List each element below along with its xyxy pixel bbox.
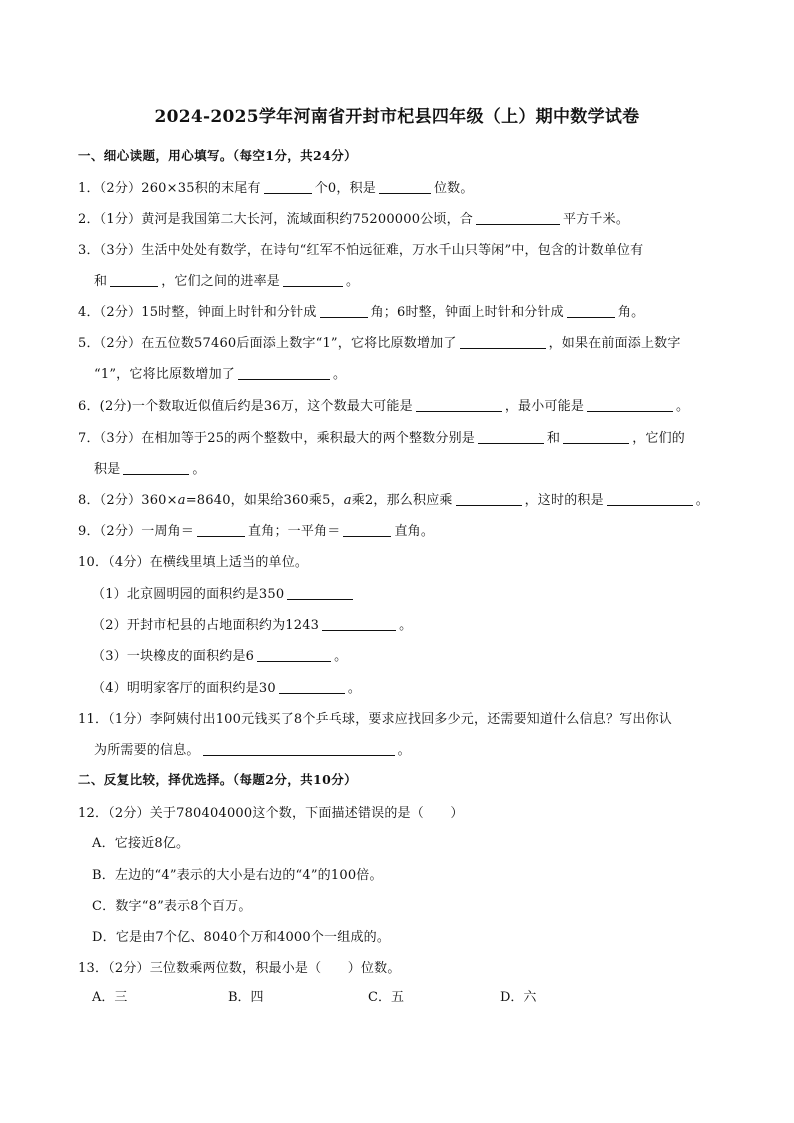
answer-blank[interactable]: [563, 430, 629, 444]
question-10-item-3: （3）一块橡皮的面积约是6 。: [92, 649, 348, 664]
exam-title: 2024-2025学年河南省开封市杞县四年级（上）期中数学试卷: [154, 107, 640, 127]
question-10: 10．（4分）在横线里填上适当的单位。: [78, 555, 309, 570]
answer-blank[interactable]: [478, 430, 544, 444]
question-10-item-4: （4）明明家客厅的面积约是30 。: [92, 681, 362, 696]
question-7-line-1: 7．（3分）在相加等于25的两个整数中，乘积最大的两个整数分别是 和 ，它们的: [78, 431, 685, 446]
question-11-line-2: 为所需要的信息。 。: [94, 743, 411, 758]
answer-blank[interactable]: [320, 304, 368, 318]
answer-blank[interactable]: [238, 366, 330, 380]
section-1-heading: 一、细心读题，用心填写。（每空1分，共24分）: [78, 148, 358, 163]
answer-blank[interactable]: [123, 461, 189, 475]
option-12-d[interactable]: D．它是由7个亿、8040个万和4000个一组成的。: [92, 930, 391, 945]
answer-blank[interactable]: [283, 273, 343, 287]
option-12-b[interactable]: B．左边的“4”表示的大小是右边的“4”的100倍。: [92, 868, 383, 883]
question-3-line-1: 3．（3分）生活中处处有数学，在诗句“红军不怕远征难，万水千山只等闲”中，包含的计数单位有: [78, 243, 644, 258]
answer-blank[interactable]: [416, 398, 502, 412]
option-13-b[interactable]: B．四: [228, 990, 264, 1005]
question-6: 6．(2分)一个数取近似值后约是36万，这个数最大可能是 ，最小可能是 。: [78, 399, 690, 414]
answer-blank[interactable]: [264, 180, 312, 194]
question-10-item-1: （1）北京圆明园的面积约是350: [92, 583, 732, 602]
answer-blank[interactable]: [567, 304, 615, 318]
answer-blank[interactable]: [607, 492, 693, 506]
question-2: 2．（1分）黄河是我国第二大长河，流域面积约75200000公顷，合 平方千米。: [78, 212, 630, 227]
answer-blank[interactable]: [343, 523, 391, 537]
option-13-a[interactable]: A．三: [92, 990, 128, 1005]
question-5-line-1: 5．（2分）在五位数57460后面添上数字“1”，它将比原数增加了 ，如果在前面添上数字: [78, 336, 681, 351]
answer-blank[interactable]: [197, 523, 245, 537]
question-3-line-2: 和 ，它们之间的进率是 。: [94, 274, 360, 289]
option-12-a[interactable]: A．它接近8亿。: [92, 836, 190, 851]
answer-blank[interactable]: [460, 335, 546, 349]
answer-blank[interactable]: [110, 273, 158, 287]
answer-blank[interactable]: [257, 648, 331, 662]
answer-blank[interactable]: [322, 617, 396, 631]
answer-blank[interactable]: [379, 180, 431, 194]
option-12-c[interactable]: C．数字“8”表示8个百万。: [92, 899, 252, 914]
answer-blank[interactable]: [279, 680, 345, 694]
question-7-line-2: 积是 。: [94, 462, 206, 477]
answer-blank[interactable]: [287, 586, 353, 600]
answer-blank[interactable]: [587, 398, 673, 412]
question-9: 9．（2分）一周角＝ 直角；一平角＝ 直角。: [78, 524, 435, 539]
answer-blank[interactable]: [203, 742, 395, 756]
question-5-line-2: “1”，它将比原数增加了 。: [94, 367, 347, 382]
question-8: 8．（2分）360×a=8640，如果给360乘5，a乘2，那么积应乘 ，这时的积是 。: [78, 493, 709, 508]
question-1: 1．（2分）260×35积的末尾有 个0，积是 位数。: [78, 181, 474, 196]
question-12: 12．（2分）关于780404000这个数，下面描述错误的是（ ）: [78, 806, 464, 821]
answer-blank[interactable]: [476, 211, 560, 225]
question-4: 4．（2分）15时整，钟面上时针和分针成 角；6时整，钟面上时针和分针成 角。: [78, 305, 645, 320]
question-13: 13．（2分）三位数乘两位数，积最小是（ ）位数。: [78, 961, 401, 976]
option-13-d[interactable]: D．六: [500, 990, 537, 1005]
answer-blank[interactable]: [456, 492, 522, 506]
question-10-item-2: （2）开封市杞县的占地面积约为1243 。: [92, 618, 413, 633]
section-2-heading: 二、反复比较，择优选择。（每题2分，共10分）: [78, 772, 358, 787]
option-13-c[interactable]: C．五: [368, 990, 404, 1005]
question-11-line-1: 11．（1分）李阿姨付出100元钱买了8个乒乓球，要求应找回多少元，还需要知道什么信息？写出你认: [78, 712, 672, 727]
